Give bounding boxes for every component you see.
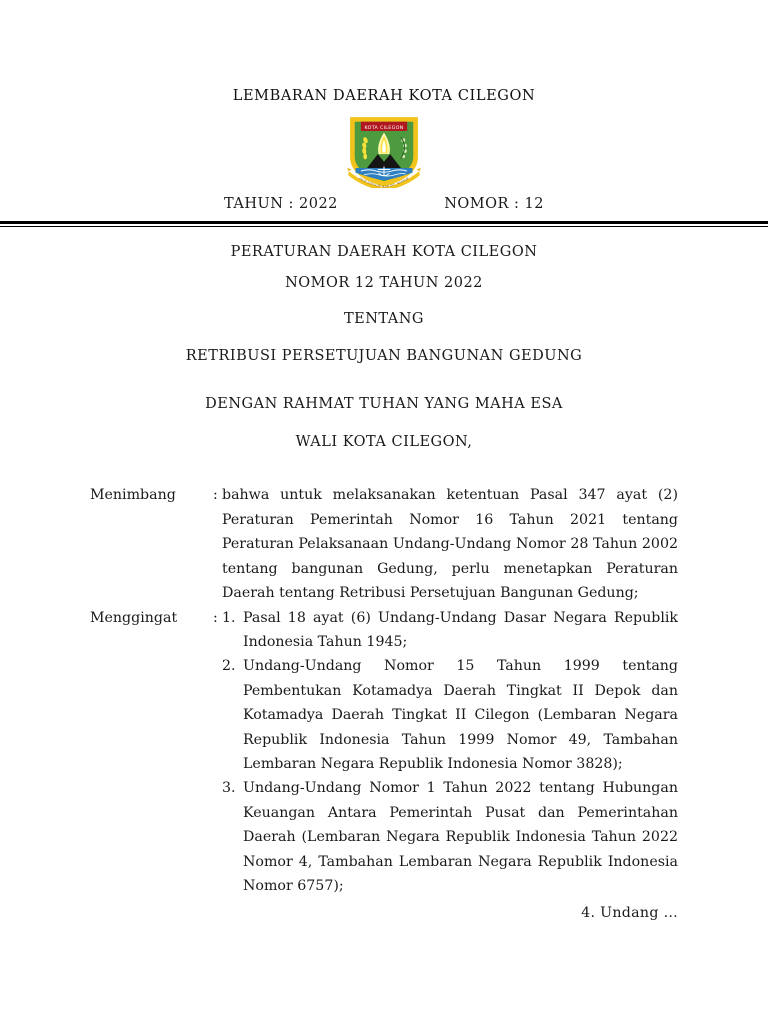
title-line-number: NOMOR 12 TAHUN 2022 (285, 274, 483, 291)
number-label: NOMOR : 12 (444, 196, 544, 213)
preamble-block (0, 397, 768, 449)
mengingat-list (222, 606, 678, 899)
clause-body-mengingat (222, 606, 678, 899)
masthead-title: LEMBARAN DAERAH KOTA CILEGON (232, 88, 536, 104)
list-item-text: Undang-Undang Nomor 15 Tahun 1999 tentang Pembentukan Kotamadya Daerah Tingkat II Depok dan Kotamadya Daerah Tingkat II Cilegon (Lembaran Negara Republik Indonesia Tahun 1999 Nomor 49, Tambahan Lembaran Negara Republik Indonesia Nomor 3828); (243, 658, 678, 773)
clause-menimbang (90, 483, 678, 605)
list-item (222, 654, 678, 776)
clause-label-mengingat: Menggingat (90, 609, 178, 626)
svg-text:KOTA CILEGON: KOTA CILEGON (364, 126, 404, 132)
masthead (0, 0, 768, 212)
clause-label-menimbang: Menimbang (90, 487, 176, 504)
clause-body-menimbang (222, 483, 678, 605)
list-item (222, 776, 678, 898)
clause-colon-mengingat: : (213, 609, 218, 626)
preamble-line-walikota: WALI KOTA CILEGON, (295, 433, 473, 450)
title-line-subject: RETRIBUSI PERSETUJUAN BANGUNAN GEDUNG (185, 347, 583, 364)
svg-text:AKUR SEDULUR ALUR DEL MAKMUR: AKUR SEDULUR ALUR DEL MAKMUR (358, 176, 410, 189)
clauses-section (0, 483, 768, 898)
year-label: TAHUN : 2022 (224, 196, 338, 213)
list-item-marker: 2. (222, 658, 236, 675)
list-item-text: Pasal 18 ayat (6) Undang-Undang Dasar Negara Republik Indonesia Tahun 1945; (243, 609, 678, 650)
list-item-marker: 1. (222, 609, 236, 626)
preamble-line-rahmat: DENGAN RAHMAT TUHAN YANG MAHA ESA (205, 396, 563, 413)
divider-rule-thin (0, 226, 768, 227)
title-line-regulation: PERATURAN DAERAH KOTA CILEGON (230, 244, 538, 261)
header-divider (0, 221, 768, 227)
clause-text-menimbang: bahwa untuk melaksanakan ketentuan Pasal 347 ayat (2) Peraturan Pemerintah Nomor 16 Tahun 2021 tentang Peraturan Pelaksanaan Undang-Undang Nomor 28 Tahun 2002 tentang bangunan Gedung, perlu menetapkan Peraturan Daerah tentang Retribusi Persetujuan Bangunan Gedung; (222, 487, 678, 602)
coat-of-arms-icon (345, 114, 423, 188)
list-item-text: Undang-Undang Nomor 1 Tahun 2022 tentang Hubungan Keuangan Antara Pemerintah Pusat dan Pemerintahan Daerah (Lembaran Negara Republik Indonesia Tahun 2022 Nomor 4, Tambahan Lembaran Negara Republik Indonesia Nomor 6757); (243, 780, 678, 895)
list-item (222, 606, 678, 655)
clause-colon-menimbang: : (213, 487, 218, 504)
clause-mengingat (90, 606, 678, 899)
regulation-title-block (0, 245, 768, 363)
emblem-container (0, 114, 768, 188)
title-line-tentang: TENTANG (343, 311, 425, 328)
year-number-row (0, 196, 768, 212)
list-item-marker: 3. (222, 780, 236, 797)
page-continuation-note: 4. Undang ... (581, 905, 678, 921)
